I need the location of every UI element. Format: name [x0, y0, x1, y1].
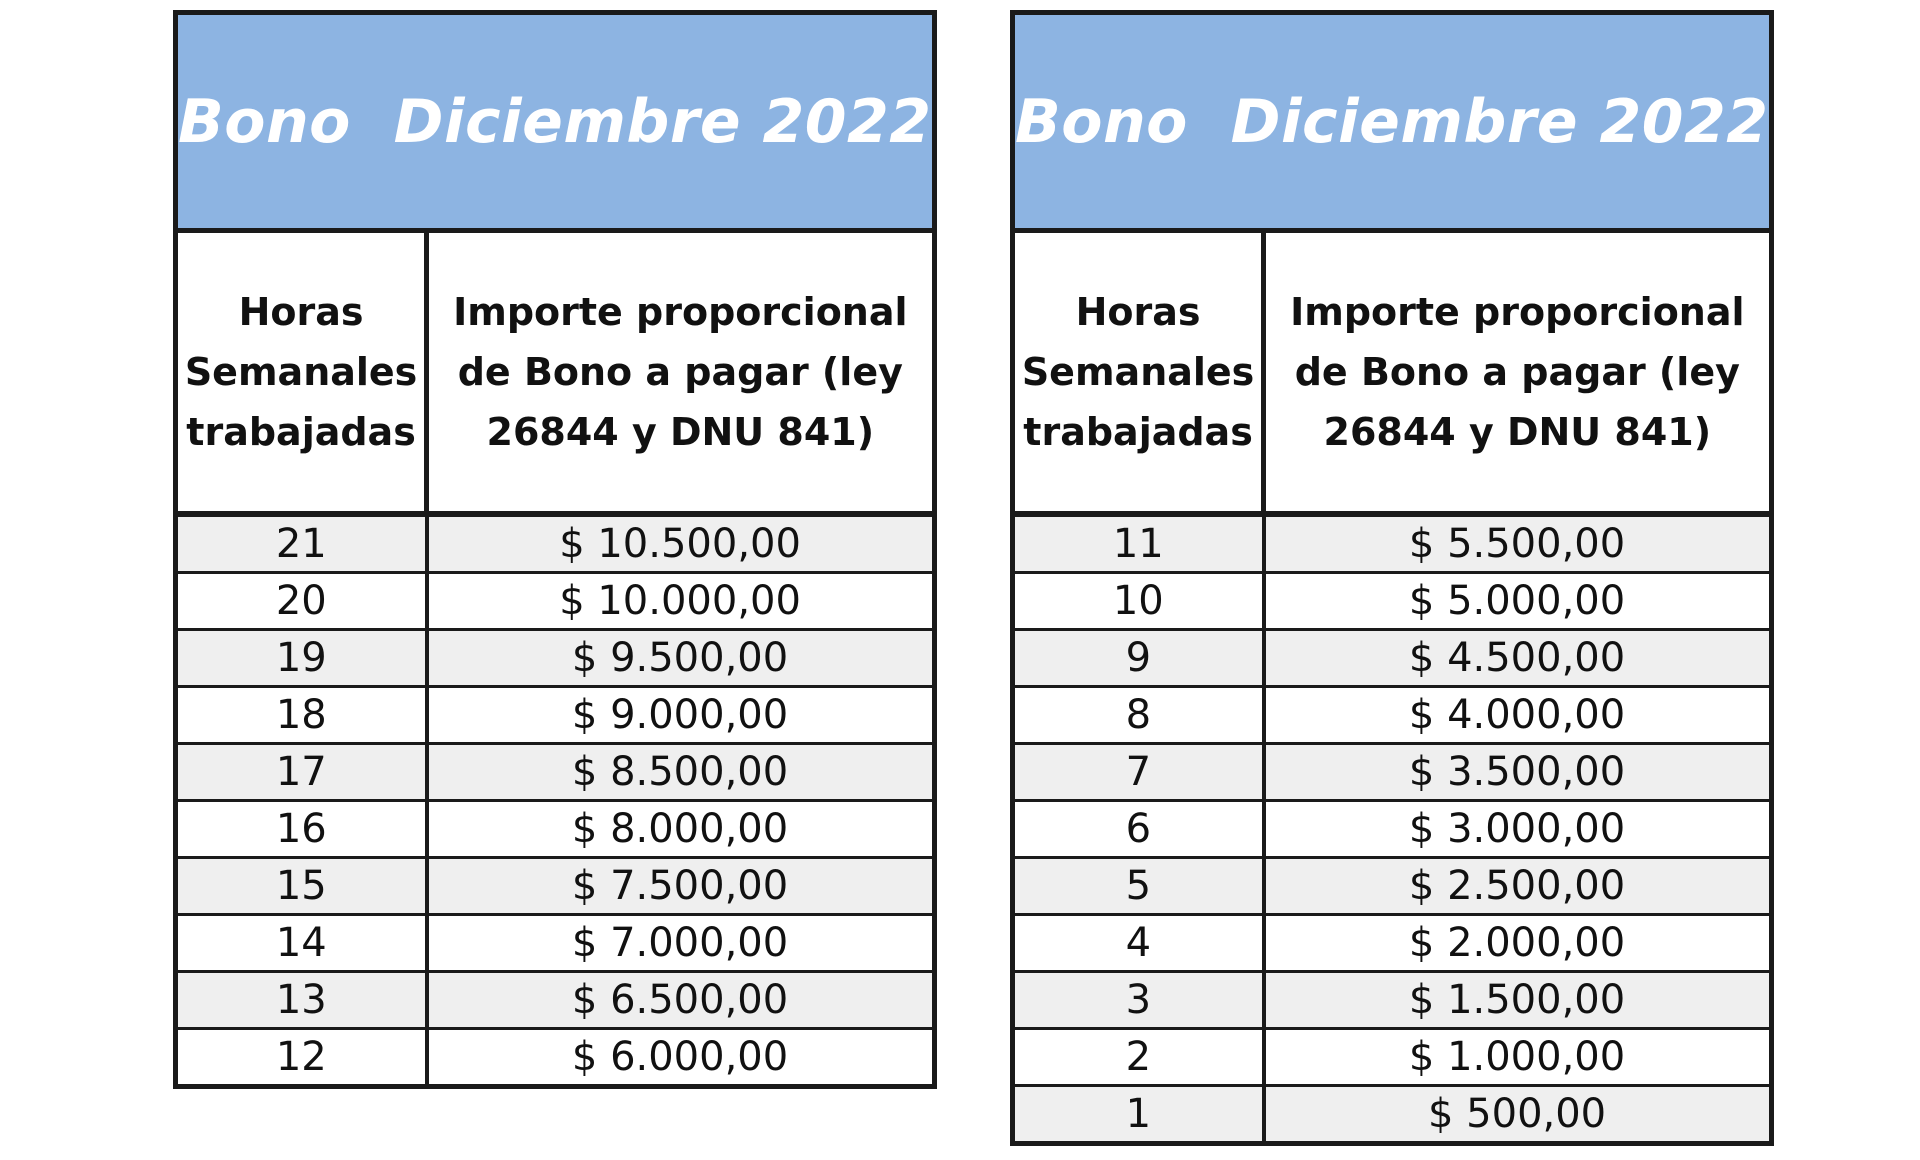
hours-cell: 10	[1013, 573, 1264, 630]
hours-cell: 19	[176, 630, 427, 687]
hours-cell: 20	[176, 573, 427, 630]
hours-cell: 5	[1013, 858, 1264, 915]
amount-cell: $ 1.000,00	[1264, 1029, 1771, 1086]
hours-cell: 12	[176, 1029, 427, 1087]
table-row	[1013, 1029, 1772, 1086]
header-hours: Horas Semanales trabajadas	[1013, 231, 1264, 515]
amount-cell: $ 2.500,00	[1264, 858, 1771, 915]
hours-cell: 1	[1013, 1086, 1264, 1144]
amount-cell: $ 5.500,00	[1264, 514, 1771, 573]
table-title: Bono Diciembre 2022	[176, 13, 935, 231]
amount-cell: $ 500,00	[1264, 1086, 1771, 1144]
hours-cell: 14	[176, 915, 427, 972]
bono-table-left	[173, 10, 937, 1089]
amount-cell: $ 9.500,00	[427, 630, 934, 687]
table-row	[176, 573, 935, 630]
amount-cell: $ 4.000,00	[1264, 687, 1771, 744]
table-row	[1013, 514, 1772, 573]
amount-cell: $ 9.000,00	[427, 687, 934, 744]
header-hours: Horas Semanales trabajadas	[176, 231, 427, 515]
hours-cell: 13	[176, 972, 427, 1029]
table-row	[176, 915, 935, 972]
table-row	[176, 972, 935, 1029]
amount-cell: $ 4.500,00	[1264, 630, 1771, 687]
table-row	[176, 744, 935, 801]
hours-cell: 6	[1013, 801, 1264, 858]
table-row	[176, 801, 935, 858]
hours-cell: 2	[1013, 1029, 1264, 1086]
amount-cell: $ 7.500,00	[427, 858, 934, 915]
hours-cell: 4	[1013, 915, 1264, 972]
hours-cell: 8	[1013, 687, 1264, 744]
table-row	[1013, 630, 1772, 687]
table-body-right	[1013, 13, 1772, 1144]
table-row	[1013, 687, 1772, 744]
title-row	[1013, 13, 1772, 231]
amount-cell: $ 8.000,00	[427, 801, 934, 858]
hours-cell: 15	[176, 858, 427, 915]
title-row	[176, 13, 935, 231]
table-row	[1013, 858, 1772, 915]
hours-cell: 17	[176, 744, 427, 801]
hours-cell: 7	[1013, 744, 1264, 801]
table-row	[1013, 573, 1772, 630]
table-body-left	[176, 13, 935, 1087]
amount-cell: $ 5.000,00	[1264, 573, 1771, 630]
header-amount: Importe proporcional de Bono a pagar (ley 26844 y DNU 841)	[1264, 231, 1771, 515]
header-row	[176, 231, 935, 515]
table-row	[176, 858, 935, 915]
table-row	[1013, 1086, 1772, 1144]
table-row	[176, 514, 935, 573]
amount-cell: $ 3.500,00	[1264, 744, 1771, 801]
amount-cell: $ 3.000,00	[1264, 801, 1771, 858]
hours-cell: 16	[176, 801, 427, 858]
table-row	[1013, 972, 1772, 1029]
table-row	[1013, 744, 1772, 801]
hours-cell: 11	[1013, 514, 1264, 573]
hours-cell: 9	[1013, 630, 1264, 687]
hours-cell: 21	[176, 514, 427, 573]
table-row	[176, 1029, 935, 1087]
amount-cell: $ 6.000,00	[427, 1029, 934, 1087]
amount-cell: $ 6.500,00	[427, 972, 934, 1029]
amount-cell: $ 1.500,00	[1264, 972, 1771, 1029]
header-row	[1013, 231, 1772, 515]
table-row	[1013, 801, 1772, 858]
header-amount: Importe proporcional de Bono a pagar (ley 26844 y DNU 841)	[427, 231, 934, 515]
hours-cell: 3	[1013, 972, 1264, 1029]
table-row	[176, 687, 935, 744]
amount-cell: $ 10.000,00	[427, 573, 934, 630]
amount-cell: $ 8.500,00	[427, 744, 934, 801]
bono-table-right	[1010, 10, 1774, 1146]
table-title: Bono Diciembre 2022	[1013, 13, 1772, 231]
hours-cell: 18	[176, 687, 427, 744]
table-row	[1013, 915, 1772, 972]
amount-cell: $ 7.000,00	[427, 915, 934, 972]
table-row	[176, 630, 935, 687]
amount-cell: $ 10.500,00	[427, 514, 934, 573]
amount-cell: $ 2.000,00	[1264, 915, 1771, 972]
